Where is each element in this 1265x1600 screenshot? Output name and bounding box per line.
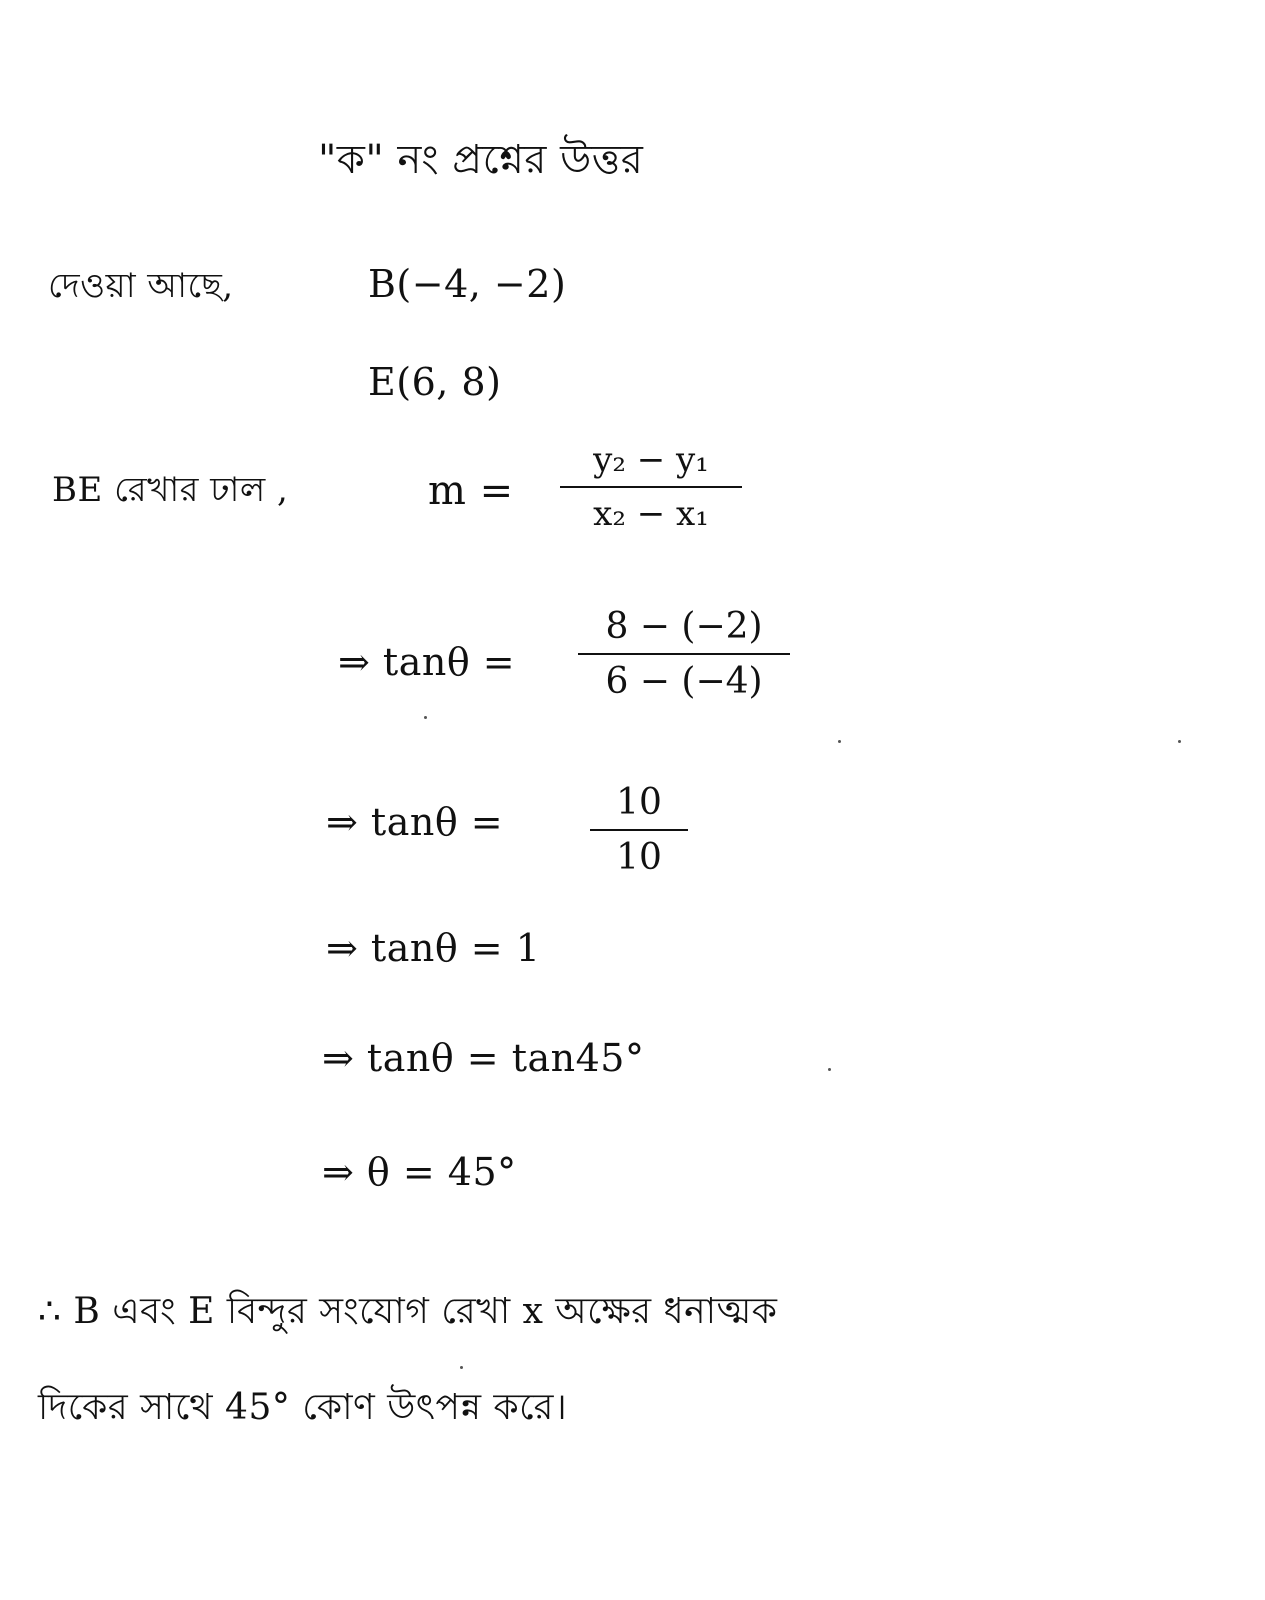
point-b: B(−4, −2) <box>368 262 567 306</box>
step-2-denominator: 10 <box>616 837 662 878</box>
paper-speck <box>838 740 841 743</box>
page-title: "ক" নং প্রশ্নের উত্তর <box>318 137 644 183</box>
step-5: ⇒ θ = 45° <box>322 1150 517 1194</box>
slope-formula-numerator: y₂ − y₁ <box>593 440 709 480</box>
step-1-denominator: 6 − (−4) <box>605 661 763 702</box>
slope-formula-fraction <box>560 440 742 534</box>
conclusion-line-2: দিকের সাথে 45° কোণ উৎপন্ন করে। <box>38 1387 568 1428</box>
step-2-numerator: 10 <box>616 782 662 823</box>
point-e: E(6, 8) <box>368 360 502 404</box>
slope-lhs: m = <box>428 468 514 514</box>
given-label: দেওয়া আছে, <box>48 266 234 306</box>
fraction-bar <box>590 829 688 831</box>
step-2-fraction <box>590 782 688 878</box>
slope-formula-denominator: x₂ − x₁ <box>593 494 709 534</box>
step-1-fraction <box>578 606 790 702</box>
paper-speck <box>424 716 427 719</box>
paper-speck <box>1178 740 1181 743</box>
paper-speck <box>828 1068 831 1071</box>
step-1-numerator: 8 − (−2) <box>605 606 763 647</box>
conclusion-line-1: ∴ B এবং E বিন্দুর সংযোগ রেখা x অক্ষের ধনাত্মক <box>38 1291 778 1332</box>
paper-speck <box>460 1366 463 1369</box>
slope-label: BE রেখার ঢাল , <box>52 470 289 510</box>
fraction-bar <box>578 653 790 655</box>
step-3: ⇒ tanθ = 1 <box>326 926 541 970</box>
step-1-lhs: ⇒ tanθ = <box>338 640 516 684</box>
step-2-lhs: ⇒ tanθ = <box>326 800 504 844</box>
fraction-bar <box>560 486 742 488</box>
step-4: ⇒ tanθ = tan45° <box>322 1036 645 1080</box>
